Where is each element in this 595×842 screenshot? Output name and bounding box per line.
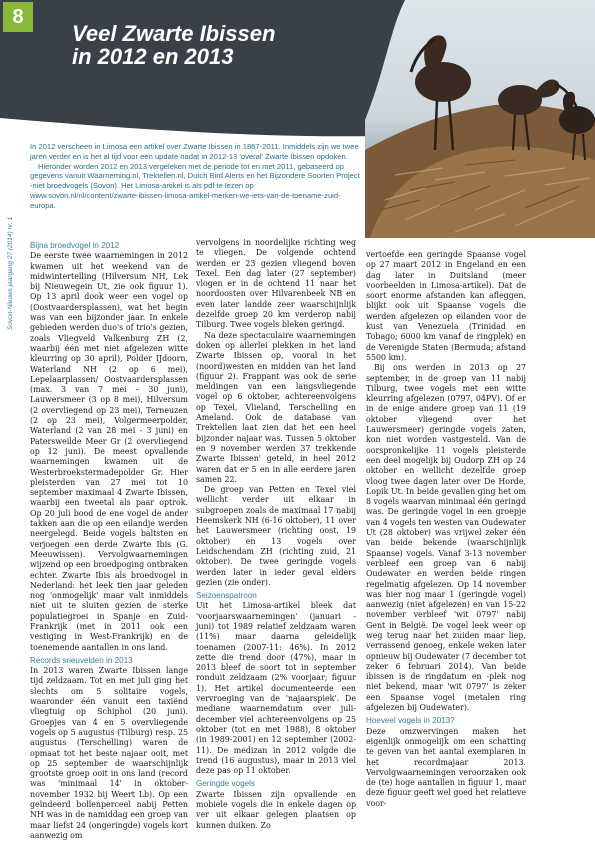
paragraph: Uit het Limosa-artikel bleek dat 'voorjaarswaarnemingen' (januari - juni) tot 1989 relatief zeldzaam waren (11%) maar daarna geleidelijk toenamen (2007-11: 46%). In 2012 zette die trend door (47%), maar in 2013 bleef de soort tot in september ronduit zeldzaam (2% voorjaar; figuur 1). Het artikel documenteerde een vervroeging van de 'najaarspiek'. De mediane waarnemdatum over juli-december viel achtereenvolgens op 25 oktober (tot en met 1988), 8 oktober (in 1989-2001) en 12 september (2002-11). De medizan in 2012 volgde die trend (16 augustus), maar in 2013 viel deze pas op 11 oktober. (196, 601, 356, 776)
heading-bijna-broedvogel: Bijna broedvogel in 2012 (30, 241, 120, 250)
paragraph: De eerste twee waarnemingen in 2012 kwamen uit het weekend van de midwintertelling (Hilversum NH, Lek bij Nieuwegein Ut, zie ook figuur 1). Op 13 april dook weer een vogel op (Oostvaardersplassen), wat het begin was van een bijzonder jaar. In enkele gebieden werden duo's of trio's gezien, zoals Vliegveld Valkenburg ZH (2, waarbij één met niet afgelezen witte kleurring op 30 april), Polder IJdoorn, Waterland NH (2 op 6 mei), Lepelaarplassen/ Oostvaardersplassen (max. 3 van 7 mei – 30 juni), Lauwersmeer (3 op 8 mei), Hilversum (2 overvliegend op 23 mei), Terneuzen (2 op 23 mei), Volgermeerpolder, Waterland (2 van 28 mei - 3 juni) en Patersweilde Meer Gr (2 overvliegend op 12 juni). De meest opvallende waarnemingen kwamen uit de Westerbroekstermadepolder Gr. Hier pleisterden van 27 mei tot 10 september maximaal 4 Zwarte Ibissen, waarbij een tweetal als paar optrok. Op 20 juli bood de ene vogel de ander takken aan die op een eilandje werden neergelegd. Beide vogels baltsten en verjoegen een derde Zwarte Ibis (G. Meeuwissen). Vervolgwaarnemingen wijzend op een broedpoging ontbraken echter. Zwarte Ibis als broedvogel in Nederland: het leek tien jaar geleden nog 'onmogelijk' maar valt inmiddels niet uit te sluiten gezien de sterke populatiegroei in Spanje en Zuid-Frankrijk (met in 2011 ook een vestiging in West-Frankrijk) en de toenemende aantallen in ons land. (30, 251, 188, 652)
ibis-photo (365, 0, 595, 238)
paragraph: vervolgens in noordelijke richting weg te vliegen. De volgende ochtend werden er 23 gezien vliegend boven Texel. Een dag later (27 september) vlogen er in de ochtend 11 naar het noordoosten over Hilvarenbeek NB en even later landde zeer waarschijnlijk dezelfde groep 20 km verderop nabij Tilburg. Twee vogels bleken geringd. (196, 238, 356, 330)
heading-geringde-vogels: Geringde vogels (196, 779, 255, 789)
ibis-photo-illustration (365, 0, 595, 238)
side-label (7, 150, 17, 330)
heading-seizoenspatroon: Seizoenspatroon (196, 591, 257, 601)
paragraph: In 2013 waren Zwarte Ibissen lange tijd zeldzaam. Tot en met juli ging het slechts om 5 solitaire vogels, waaronder één vanuit een taxiënd vliegtuig op Schiphol (20 juni). Groepjes van 4 en 5 overvliegende vogels op 5 augustus (Tilburg) resp. 25 augustus (Terschelling) waren de opmaat tot het beste najaar ooit, met op 25 september de waarschijnlijk grootste groep ooit in ons land (record was 'minimaal 14' in oktober-november 1932 bij Weert Lb). Op een geïndeerd bollenperceel nabij Petten NH was in de namiddag een groep van maar liefst 24 (ongeringde) vogels kort aanwezig om (30, 666, 188, 840)
paragraph: vertoefde een geringde Spaanse vogel op 27 maart 2012 in Engeland en een dag later in Duitsland (meer voorbeelden in Limosa-artikel). Dat de soort enorme afstanden kan afleggen, blijkt ook uit Spaanse vogels die werden afgelezen op eilanden voor de kust van Venezuela (Trinidad en Tobago; 6000 km vanaf de ringplek) en de Verenigde Staten (Bermuda; afstand 5500 km). (366, 250, 526, 362)
paragraph: Bij ons werden in 2013 op 27 september, in de groep van 11 nabij Tilburg, twee vogels met een witte kleurring afgelezen (0797, 04PV). Of er in de enige andere groep van 11 (19 oktober vliegend over het Lauwersmeer) geringde vogels zaten, kon niet worden vastgesteld. Van de oorspronkelijke 11 vogels pleisterde een deel mogelijk bij Oudorp ZH op 24 oktober en wellicht dezelfde groep vloog twee dagen later over De Horde, Lopik Ut. In beide gevallen ging het om 8 vogels waarvan minimaal één geringd was. De geringde vogel in een groepje van 4 vogels ten westen van Oudewater Ut (28 oktober) was vrijwel zeker één van beide bekende (waarschijnlijk Spaanse) vogels. Vanaf 3-13 november verbleef een groep van 6 nabij Oudewater en werden beide ringen regelmatig afgelezen. Op 14 november was hier nog maar 1 (geringde vogel) aanwezig (niet afgelezen) en van 15-22 november verbleef 'wit 0797' nabij Gent in België. De vogel leek weer op weg terug naar het zuiden maar liep, verrassend genoeg, enkele weken later opnieuw bij Oudewater (7 december tot zeker 6 februari 2014). Van beide ibissen is de ringdatum en -plek nog niet bekend, maar 'wit 0797' is zeker een Spaanse vogel (metalen ring afgelezen bij Oudewater). (366, 363, 526, 713)
column-1 (30, 238, 188, 841)
paragraph: Na deze spectaculaire waarnemingen doken op allerlei plekken in het land Zwarte Ibissen op, vooral in het (noord)westen en midden van het land (figuur 2). Frappant was ook de serie meldingen van een langsvliegende vogel op 6 oktober, achtereenvolgens op Texel, Vlieland, Terschelling en Ameland. Ook de database van Trektellen laat zien dat het een heel bijzonder najaar was. Tussen 5 oktober en 9 november werden 37 trekkende Zwarte Ibissen' geteld, in heel 2012 waren dat er 5 en in alle eerdere jaren samen 22. (196, 330, 356, 484)
intro-paragraph-2: Hieronder worden 2012 en 2013 vergeleken met de periode tot en met 2011, gebaseerd op gegevens vanuit Waarneming.nl, Trektellen.nl, Dutch Bird Alerts en het Bijzondere Soorten Project -niet broedvogels (Sovon). Het Limosa-artikel is als pdf te lezen op www.sovon.nl/nl/content/zwarte-ibissen-limosa-artikel-merken-we-iets-van-de-toename-zuid-europa. (30, 161, 360, 210)
paragraph: De groep van Petten en Texel viel wellicht verder uit elkaar in subgroepen zoals de maximaal 17 nabij Heemskerk NH (6-16 oktober), 11 over het Lauwersmeer (richting oost, 19 oktober) en 13 vogels over Leidschendam ZH (richting zuid, 21 oktober). De twee geringde vogels werden later in ieder geval elders gezien (zie onder). (196, 485, 356, 587)
heading-records-sneuvelden: Records sneuvelden in 2013 (30, 655, 133, 665)
column-2 (196, 238, 356, 831)
heading-hoeveel-vogels: Hoeveel vogels in 2013? (366, 716, 455, 726)
intro-block (30, 142, 360, 211)
column-3 (366, 250, 526, 809)
paragraph: Deze omzwervingen maken het eigenlijk onmogelijk om een schatting te geven van het aantal exemplaren in het recordmajaar 2013. Vervolgwaarnemingen veroorzaken ook de (te) hoge aantallen in figuur 1, maar deze figuur geeft wel goed het relatieve voor- (366, 726, 526, 808)
intro-paragraph-1: In 2012 verscheen in Limosa een artikel over Zwarte Ibissen in 1867-2011. Inmiddels zijn we twee jaren verder en is het al tijd voor een update nadat in 2012-13 'overal' Zwarte Ibissen opdoken. (30, 142, 359, 161)
page-number: 8 (3, 2, 33, 32)
title-line-1: Veel Zwarte Ibissen (72, 21, 276, 46)
journal-reference: Sovon-Nieuws jaargang 27 (2014) nr. 1 (7, 216, 14, 330)
paragraph: Zwarte Ibissen zijn opvallende en mobiele vogels die in enkele dagen op ver uit elkaar gelegen plaatsen op kunnen duiken. Zo (196, 789, 356, 830)
title-line-2: in 2012 en 2013 (72, 44, 234, 69)
page-title (72, 22, 275, 68)
